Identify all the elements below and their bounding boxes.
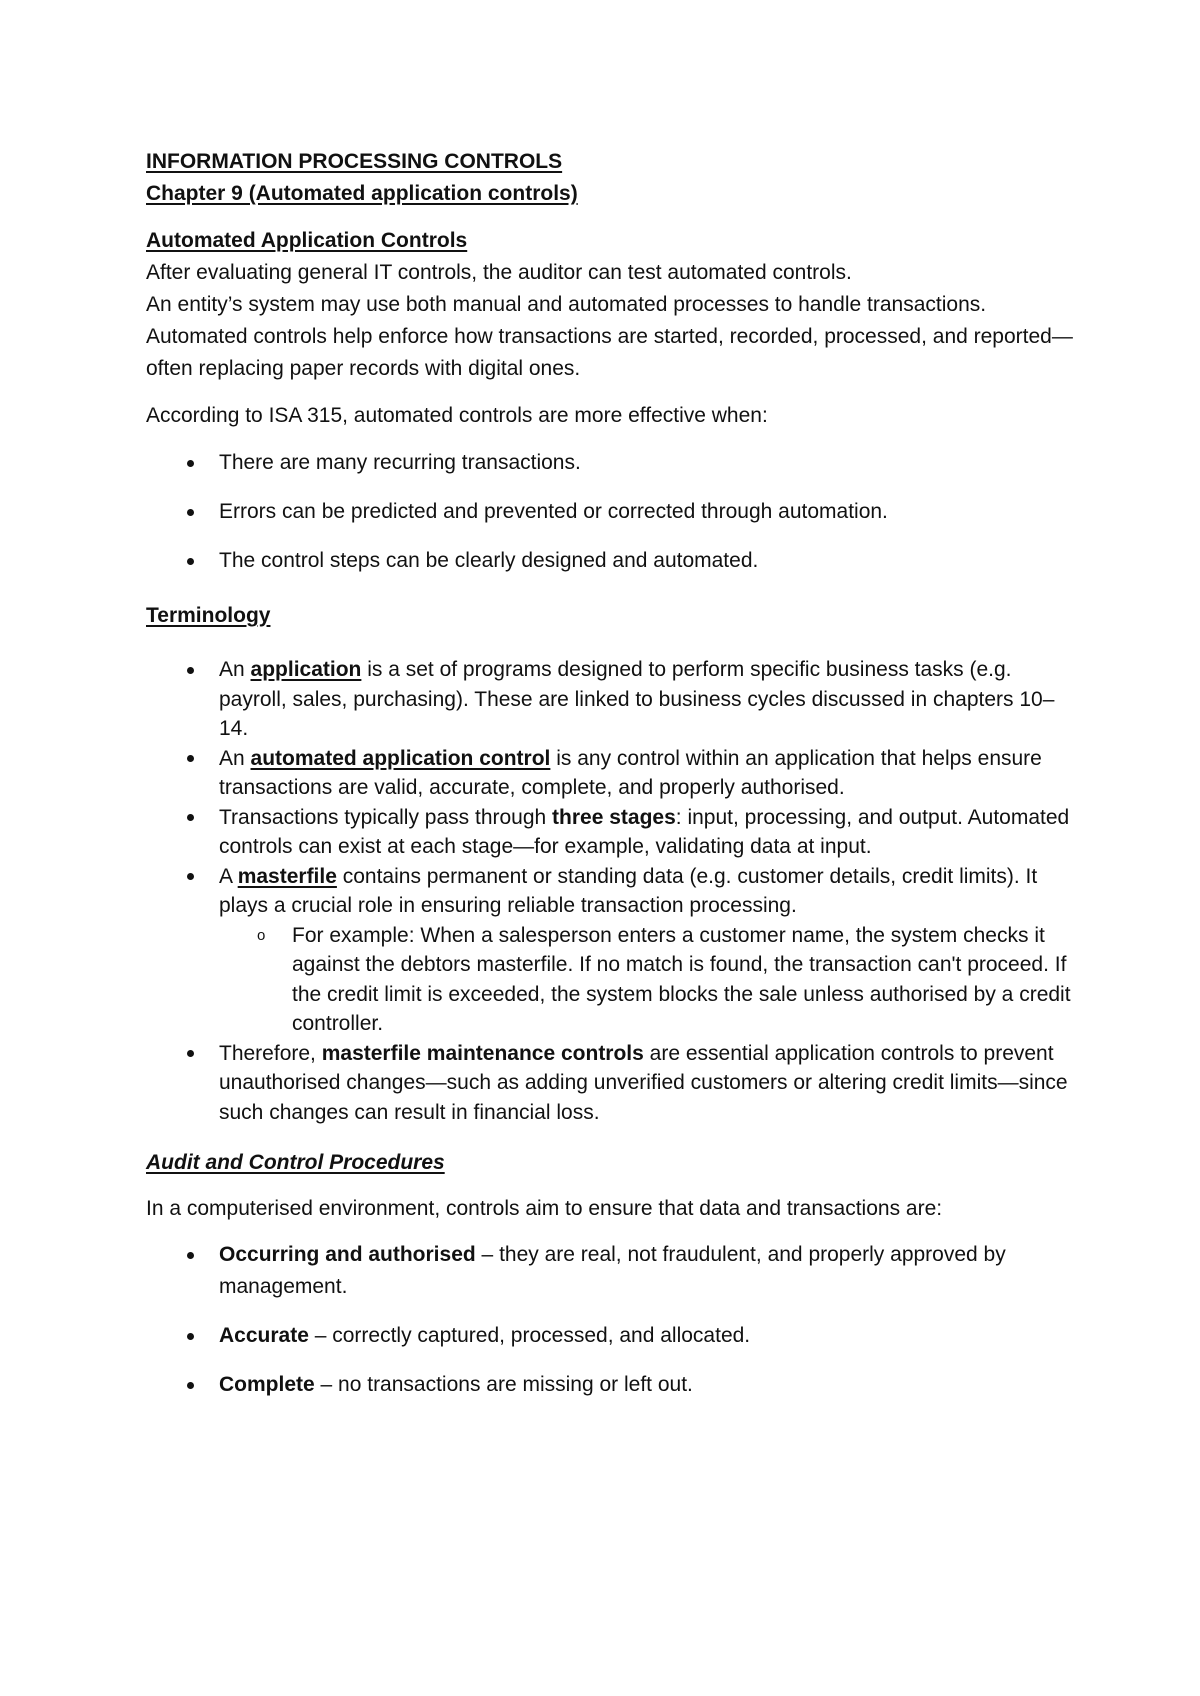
- list-item: The control steps can be clearly designed and automated.: [146, 545, 1076, 577]
- bullet-icon: [184, 655, 196, 685]
- document-title: INFORMATION PROCESSING CONTROLS: [146, 150, 563, 173]
- term-masterfile: masterfile: [237, 864, 337, 888]
- bullet-icon: [184, 862, 196, 892]
- term-application: application: [250, 658, 362, 681]
- bullet-icon: [184, 803, 196, 833]
- audit-intro: In a computerised environment, controls aim to ensure that data and transactions are:: [146, 1197, 943, 1220]
- term-three-stages: three stages: [552, 805, 676, 829]
- chapter-title: Chapter 9 (Automated application controls): [146, 182, 578, 205]
- list-item: Transactions typically pass through three stages: input, processing, and output. Automated controls can exist at each stage—for example, validating data at input.: [146, 803, 1076, 862]
- section-heading-terminology: Terminology: [146, 604, 271, 627]
- list-item: Therefore, masterfile maintenance controls are essential application controls to prevent unauthorised changes—such as adding unverified customers or altering credit limits—since such changes can result in financial loss.: [146, 1039, 1076, 1128]
- list-item: There are many recurring transactions.: [146, 447, 1076, 479]
- bullet-icon: [184, 744, 196, 774]
- intro-paragraph: An entity’s system may use both manual and automated processes to handle transactions. Automated controls help enforce how transactions are started, recorded, processed, and reported—often replacing paper records with digital ones.: [146, 293, 1073, 380]
- section-heading-automated-controls: Automated Application Controls: [146, 229, 468, 252]
- audit-list: [146, 1239, 1076, 1401]
- list-item: An application is a set of programs designed to perform specific business tasks (e.g. payroll, sales, purchasing). These are linked to business cycles discussed in chapters 10–14.: [146, 655, 1076, 744]
- intro-line: After evaluating general IT controls, the auditor can test automated controls.: [146, 261, 852, 284]
- isa-intro: According to ISA 315, automated controls are more effective when:: [146, 404, 768, 427]
- bullet-icon: [184, 545, 196, 577]
- sub-list-item: o For example: When a salesperson enters a customer name, the system checks it against the debtors masterfile. If no match is found, the transaction can't proceed. If the credit limit is exceeded, the system blocks the sale unless authorised by a credit controller.: [146, 921, 1076, 1039]
- document-body: [146, 146, 1076, 1418]
- term-masterfile-maintenance-controls: masterfile maintenance controls: [321, 1041, 644, 1065]
- masterfile-sub-list: [219, 921, 1076, 1039]
- circle-bullet-icon: o: [257, 926, 266, 944]
- list-item: Occurring and authorised – they are real, not fraudulent, and properly approved by management.: [146, 1239, 1076, 1303]
- isa-bullet-list: [146, 447, 1076, 577]
- list-item: An automated application control is any control within an application that helps ensure transactions are valid, accurate, complete, and properly authorised.: [146, 744, 1076, 803]
- bullet-icon: [184, 1239, 196, 1271]
- bullet-icon: [184, 1320, 196, 1352]
- term-automated-application-control: automated application control: [250, 746, 551, 770]
- bullet-icon: [184, 1369, 196, 1401]
- terminology-list: [146, 655, 1076, 1127]
- bullet-icon: [184, 447, 196, 479]
- list-item: Accurate – correctly captured, processed, and allocated.: [146, 1320, 1076, 1352]
- list-item: Complete – no transactions are missing or left out.: [146, 1369, 1076, 1401]
- list-item: Errors can be predicted and prevented or corrected through automation.: [146, 496, 1076, 528]
- list-item: A masterfile contains permanent or standing data (e.g. customer details, credit limits). It plays a crucial role in ensuring reliable transaction processing. o For example: When a salesperson enters a customer name, the system checks it against the debtors masterfile. If no match is found, the transaction can't proceed. If the credit limit is exceeded, the system blocks the sale unless authorised by a credit controller.: [146, 862, 1076, 1039]
- bullet-icon: [184, 1039, 196, 1069]
- section-heading-audit: Audit and Control Procedures: [146, 1151, 445, 1174]
- bullet-icon: [184, 496, 196, 528]
